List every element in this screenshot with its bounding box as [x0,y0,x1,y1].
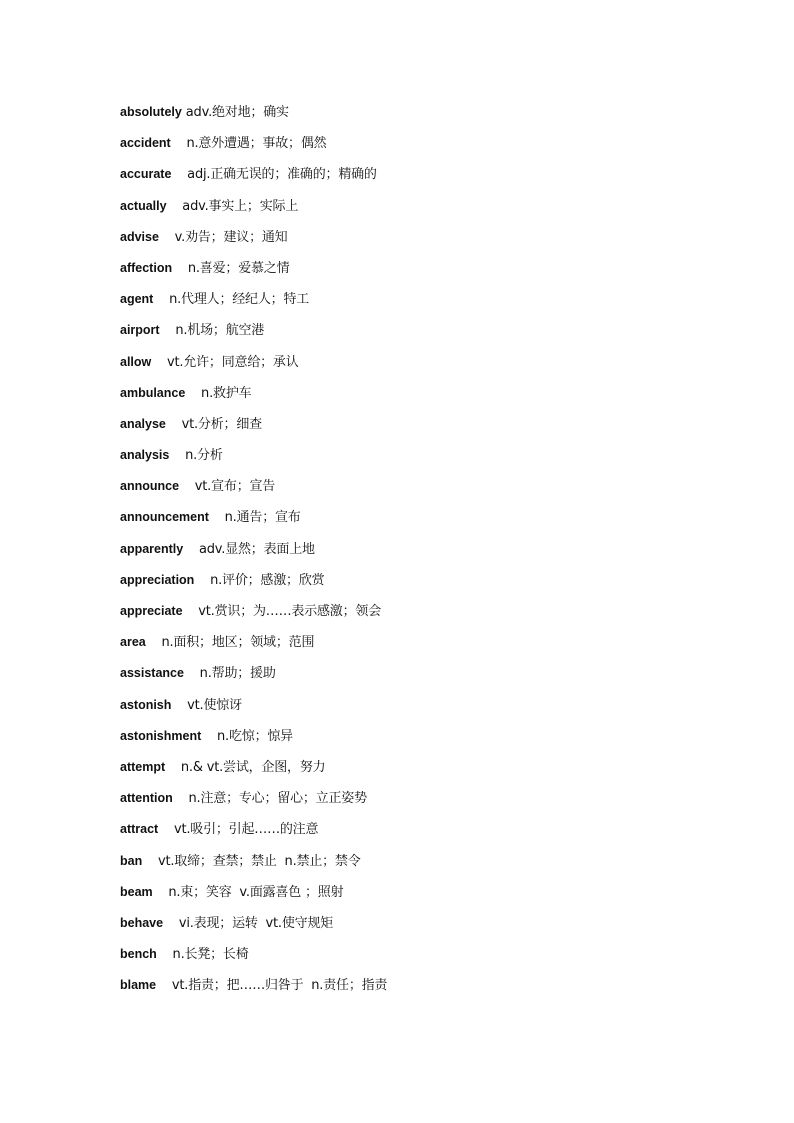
vocab-word: allow [120,354,152,369]
vocab-definition: n.分析 [185,448,223,464]
vocab-word: announce [120,479,180,494]
vocab-spacer [173,791,189,806]
vocab-entry [120,973,387,1004]
vocab-word: affection [120,260,173,275]
vocab-entry [120,568,387,599]
vocab-spacer [157,947,173,962]
vocab-definition: vt.宣布；宣告 [194,479,276,495]
vocab-entry [120,443,387,474]
vocab-definition: n.评价；感激；欣赏 [210,572,325,588]
vocab-spacer [153,885,169,900]
vocab-word: accident [120,136,171,151]
vocab-spacer [171,167,187,182]
vocab-word: attract [120,822,159,837]
vocab-spacer [158,822,174,837]
vocab-word: attention [120,791,173,806]
vocab-spacer [163,916,179,931]
vocab-entry [120,100,387,131]
vocab-spacer [209,510,225,525]
vocab-word: astonishment [120,728,202,743]
vocab-entry [120,162,387,193]
vocab-definition: adv.显然；表面上地 [198,541,315,557]
vocab-word: absolutely [120,105,182,119]
vocab-entry [120,412,387,443]
vocab-definition: n.喜爱；爱慕之情 [187,260,290,276]
vocab-spacer [153,292,169,307]
vocab-entry [120,194,387,225]
vocab-word: advise [120,229,159,244]
vocab-word: area [120,635,146,650]
vocab-spacer [166,417,182,432]
vocab-entry [120,880,387,911]
vocab-word: bench [120,947,157,962]
vocab-entry [120,225,387,256]
vocab-word: assistance [120,666,184,681]
vocab-spacer [184,666,200,681]
vocab-definition: adv.绝对地；确实 [185,105,289,120]
vocab-word: beam [120,884,153,899]
vocab-entry [120,693,387,724]
vocab-definition: vt.取缔；查禁；禁止 n.禁止；禁令 [157,853,361,869]
vocab-definition: n.意外遭遇；事故；偶然 [186,136,327,152]
vocab-definition: n.机场；航空港 [175,323,265,339]
vocab-definition: n.长凳；长椅 [172,947,249,963]
vocab-word: blame [120,978,157,993]
vocab-word: analyse [120,416,166,431]
vocab-entry [120,942,387,973]
vocab-entry [120,817,387,848]
vocab-entry [120,505,387,536]
vocab-word: apparently [120,541,184,556]
vocab-spacer [171,698,187,713]
vocab-spacer [183,542,199,557]
vocab-entry [120,755,387,786]
vocab-word: attempt [120,759,166,774]
vocab-entry [120,131,387,162]
vocab-definition: vt.吸引；引起……的注意 [173,822,319,838]
vocab-word: actually [120,198,167,213]
vocab-definition: n.& vt.尝试，企图，努力 [180,759,326,775]
vocab-spacer [183,604,199,619]
vocab-spacer [171,136,187,151]
vocab-definition: n.帮助；援助 [199,666,276,682]
vocab-spacer [167,199,183,214]
vocab-spacer [146,635,162,650]
vocab-entry [120,350,387,381]
vocab-spacer [179,479,195,494]
vocab-entry [120,474,387,505]
vocab-spacer [165,760,181,775]
vocab-spacer [194,573,210,588]
vocab-word: appreciate [120,604,183,618]
vocab-definition: n.救护车 [201,385,252,401]
vocab-definition: vt.指责；把……归咎于 n.责任；指责 [171,978,388,994]
vocab-definition: vi.表现；运转 vt.使守规矩 [178,915,334,931]
vocab-spacer [201,729,217,744]
vocab-word: analysis [120,448,170,463]
vocab-word: agent [120,292,154,307]
vocab-word: behave [120,915,164,930]
vocab-definition: n.束；笑容 v.面露喜色 ；照射 [168,884,344,900]
vocab-entry [120,287,387,318]
vocab-definition: vt.分析；细查 [181,416,262,432]
vocab-entry [120,724,387,755]
vocab-definition: adv.事实上；实际上 [182,198,299,214]
vocab-definition: v.劝告；建议；通知 [174,229,288,245]
vocab-spacer [151,355,167,370]
vocab-word: accurate [120,167,172,182]
vocab-entry [120,661,387,692]
vocab-definition: vt.赏识；为……表示感激；领会 [198,604,381,619]
vocab-entry [120,599,387,630]
vocab-spacer [169,448,185,463]
vocab-entry [120,849,387,880]
vocab-word: announcement [120,510,209,525]
vocab-definition: n.代理人；经纪人；特工 [169,292,310,308]
vocab-word: airport [120,323,160,338]
vocab-definition: n.通告；宣布 [224,510,301,526]
vocab-spacer [156,978,172,993]
vocab-spacer [172,261,188,276]
vocab-spacer [142,854,158,869]
vocab-spacer [160,323,176,338]
vocab-definition: n.吃惊；惊异 [217,728,293,744]
vocab-word: ban [120,853,143,868]
vocab-definition: adj.正确无误的；准确的；精确的 [187,167,377,183]
vocab-entry [120,537,387,568]
vocab-definition: n.面积；地区；领域；范围 [161,635,315,651]
vocab-entry [120,318,387,349]
vocab-definition: n.注意；专心；留心；立正姿势 [188,791,367,807]
vocab-entry [120,630,387,661]
vocab-word: appreciation [120,572,195,587]
vocab-entry [120,786,387,817]
vocab-definition: vt.允许；同意给；承认 [167,354,299,370]
vocab-spacer [159,230,175,245]
vocabulary-list [120,100,387,1004]
vocab-entry [120,911,387,942]
vocab-definition: vt.使惊讶 [187,697,242,713]
vocab-word: astonish [120,697,172,712]
vocab-entry [120,256,387,287]
vocab-word: ambulance [120,385,186,400]
vocab-spacer [185,386,201,401]
vocab-entry [120,381,387,412]
